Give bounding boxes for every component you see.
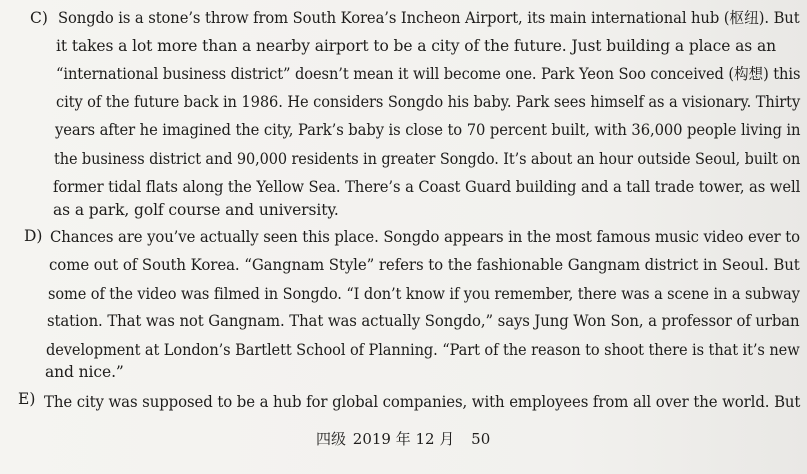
paragraph-c-line-3: “international business district” doesn’t mean it will become one. Park Yeon Soo conceived (构想) this: [56, 65, 801, 83]
paragraph-c-line-7: former tidal flats along the Yellow Sea. There’s a Coast Guard building and a tall trade tower, as well: [53, 178, 801, 196]
paragraph-d-line-4: station. That was not Gangnam. That was actually Songdo,” says Jung Won Son, a professor of urban: [47, 312, 800, 330]
paragraph-c-line-6: the business district and 90,000 residents in greater Songdo. It’s about an hour outside Seoul, built on: [54, 150, 801, 168]
paragraph-c-line-8: as a park, golf course and university.: [53, 201, 339, 219]
paragraph-label-c: C): [30, 9, 48, 27]
paragraph-d-line-1: Chances are you’ve actually seen this place. Songdo appears in the most famous music video ever to: [50, 228, 800, 246]
paragraph-d-line-6: and nice.”: [45, 363, 124, 381]
paragraph-e-line-1: The city was supposed to be a hub for global companies, with employees from all over the world. But: [44, 393, 801, 411]
paragraph-d-line-5: development at London’s Bartlett School of Planning. “Part of the reason to shoot there is that it’s new: [46, 341, 800, 359]
page-footer: [316, 428, 492, 449]
footer-date: 2019 年 12 月: [352, 430, 455, 448]
paragraph-c-line-1: Songdo is a stone’s throw from South Korea’s Incheon Airport, its main international hub (枢纽). But: [58, 9, 800, 27]
paragraph-d-line-2: come out of South Korea. “Gangnam Style” refers to the fashionable Gangnam district in Seoul. But: [49, 256, 800, 274]
footer-page-number: 50: [471, 430, 491, 448]
paragraph-label-d: D): [24, 227, 43, 245]
paragraph-d-line-3: some of the video was filmed in Songdo. “I don’t know if you remember, there was a scene in a subway: [48, 285, 800, 303]
paragraph-c-line-5: years after he imagined the city, Park’s baby is close to 70 percent built, with 36,000 people living in: [55, 121, 801, 139]
paragraph-label-e: E): [18, 390, 36, 408]
paragraph-c-line-2: it takes a lot more than a nearby airport to be a city of the future. Just building a place as an: [56, 37, 777, 55]
footer-exam: 四级: [316, 430, 347, 448]
paragraph-c-line-4: city of the future back in 1986. He considers Songdo his baby. Park sees himself as a visionary. Thirty: [56, 93, 801, 111]
